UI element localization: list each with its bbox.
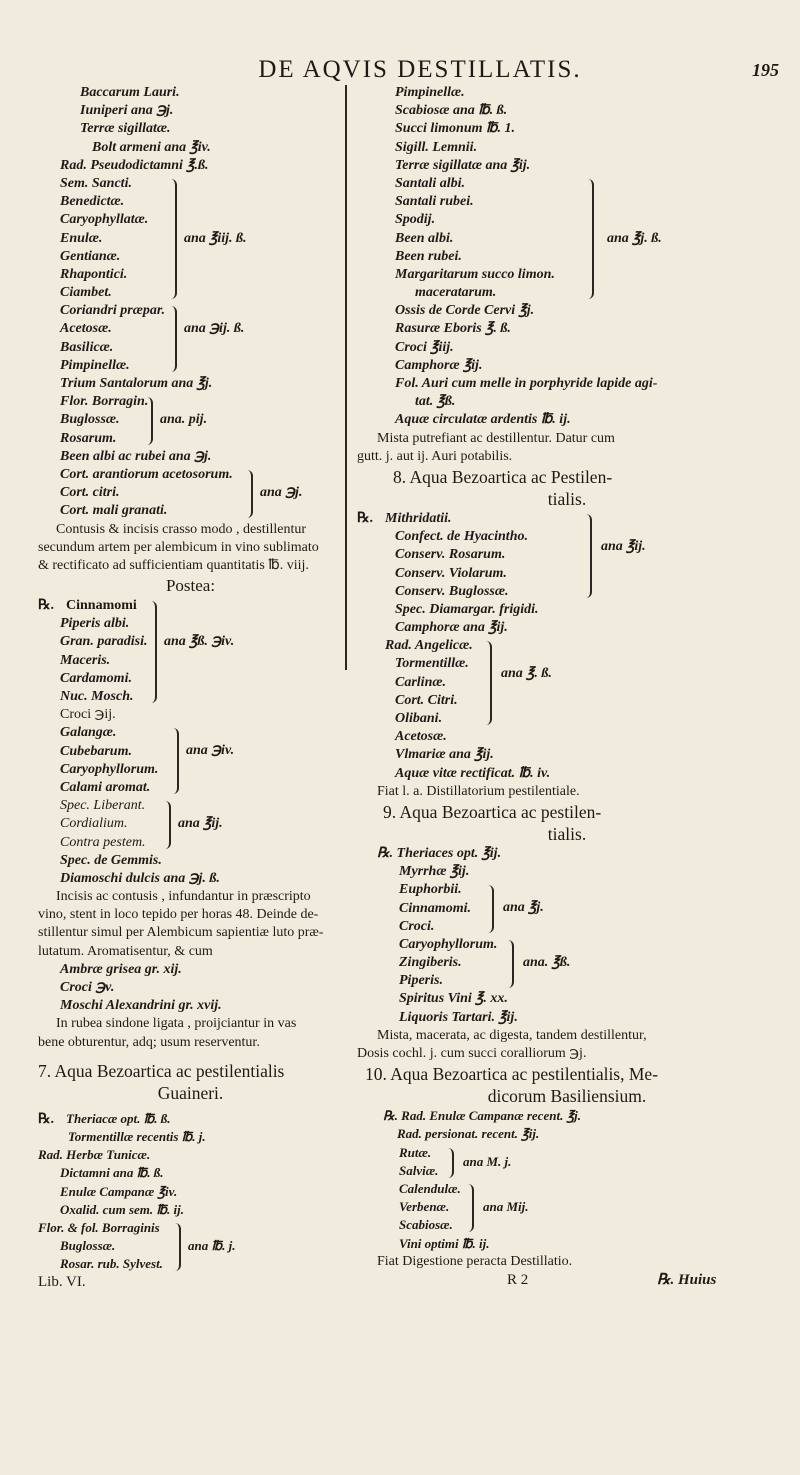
list-item: Bolt armeni ana ℥iv. xyxy=(92,139,211,155)
list-left-block1 xyxy=(38,84,343,157)
list-item: Rad. persionat. recent. ℥ij. xyxy=(397,1126,540,1142)
list-item: Benedictæ. xyxy=(60,194,125,210)
catchword: Lib. VI. xyxy=(38,1274,86,1291)
text-line: secundum artem per alembicum in vino sublimato xyxy=(38,539,319,555)
list-item: Caryophyllorum. xyxy=(399,936,498,952)
list-item: maceratarum. xyxy=(415,285,497,301)
prose-paragraph xyxy=(357,783,777,801)
list-item: Conserv. Buglossæ. xyxy=(395,583,509,599)
text-line: gutt. j. aut ij. Auri potabilis. xyxy=(357,448,513,464)
catchword: ℞. Huius xyxy=(657,1271,717,1288)
brace-group xyxy=(38,302,343,375)
list-item: Flor. Borragin. xyxy=(60,394,149,410)
list-item: Zingiberis. xyxy=(399,955,462,971)
brace xyxy=(487,885,494,933)
list-item: Trium Santalorum ana ℥j. xyxy=(60,376,213,391)
signature-mark: R 2 xyxy=(507,1271,529,1288)
dose-label: ana M. j. xyxy=(463,1153,512,1169)
list-item: Camphoræ ℥ij. xyxy=(395,357,483,373)
list-item: ℞. Theriaces opt. ℥ij. xyxy=(377,845,502,861)
text-line: Mista putrefiant ac destillentur. Datur cum xyxy=(377,430,615,446)
list-item: Oxalid. cum sem. ℔. ij. xyxy=(60,1201,185,1217)
text-line: bene obturentur, adq; usum reserventur. xyxy=(38,1034,260,1050)
text-line: & rectificato ad sufficientiam quantitatis ℔. viij. xyxy=(38,557,309,573)
text-line: In rubea sindone ligata , proijciantur in vas xyxy=(56,1016,297,1032)
brace xyxy=(585,514,592,598)
list-item: Enulæ Campanæ ℥iv. xyxy=(60,1183,178,1199)
brace xyxy=(587,179,594,299)
list-item: Cinnamomi xyxy=(66,598,137,614)
list-item: Ambræ grisea gr. xij. xyxy=(60,961,182,977)
list-item: Cubebarum. xyxy=(60,743,132,759)
list-item: Nuc. Mosch. xyxy=(60,689,134,704)
dose-label: ana ℥iij. ß. xyxy=(184,230,247,246)
list-item: Sigill. Lemnii. xyxy=(395,139,478,155)
brace xyxy=(172,728,179,794)
brace-group xyxy=(357,637,777,728)
dose-label: ana ℈ij. ß. xyxy=(184,321,245,337)
list-item: Rosar. rub. Sylvest. xyxy=(60,1256,163,1272)
section-heading: Guaineri. xyxy=(157,1082,224,1103)
right-column xyxy=(357,84,777,1291)
list-item: Croci ℈ij. xyxy=(60,707,116,723)
list-item: Conserv. Rosarum. xyxy=(395,547,506,563)
text-line: stillentur simul per Alembicum sapientiæ luto præ- xyxy=(38,925,324,941)
list-item: Rad. Angelicæ. xyxy=(385,638,473,654)
list-item: Margaritarum succo limon. xyxy=(395,266,555,282)
list-item: Mithridatii. xyxy=(385,510,452,526)
list-item: tat. ℥ß. xyxy=(415,394,456,410)
list-item: Confect. de Hyacintho. xyxy=(395,529,528,545)
list-item: Euphorbii. xyxy=(399,882,462,898)
section-heading: tialis. xyxy=(547,823,587,844)
brace-group xyxy=(357,936,777,991)
list-item: Pimpinellæ. xyxy=(395,85,465,100)
text-line: Contusis & incisis crasso modo , destillentur xyxy=(56,521,307,537)
list-item: Buglossæ. xyxy=(60,1238,116,1254)
list-item: Rutæ. xyxy=(399,1144,432,1160)
dose-label: ana. pij. xyxy=(160,412,208,428)
list-item: Pimpinellæ. xyxy=(60,357,130,373)
brace-group xyxy=(38,597,343,706)
text-line: vino, stent in loco tepido per horas 48. Deinde de- xyxy=(38,907,319,923)
list-item: Croci. xyxy=(399,918,435,934)
brace xyxy=(174,1223,181,1271)
list-item: Maceris. xyxy=(60,652,111,668)
section-heading: dicorum Basiliensium. xyxy=(487,1086,647,1107)
brace-group xyxy=(357,881,777,936)
brace xyxy=(467,1184,474,1232)
list-item: Gentianæ. xyxy=(60,248,121,264)
brace xyxy=(246,470,253,518)
list-item: Rad. Herbæ Tunicæ. xyxy=(38,1147,151,1163)
list-item: Buglossæ. xyxy=(60,412,120,428)
list-item: Cordialium. xyxy=(60,816,128,832)
list-item: Terræ sigillatæ. xyxy=(80,121,171,137)
prose-paragraph xyxy=(357,1253,777,1271)
dose-label: ana ℥j. ß. xyxy=(607,230,662,246)
list-item: Camphoræ ana ℥ij. xyxy=(395,620,508,636)
brace xyxy=(146,397,153,445)
brace xyxy=(150,601,157,703)
running-head: DE AQVIS DESTILLATIS. xyxy=(258,56,582,83)
list-item: Cort. mali granati. xyxy=(60,503,168,519)
prose-paragraph xyxy=(38,888,343,961)
list-item: Myrrhæ ℥ij. xyxy=(399,864,470,880)
brace-group xyxy=(38,466,343,521)
list-item: ℞. Rad. Enulæ Campanæ recent. ℥j. xyxy=(383,1108,581,1124)
section-heading: 9. Aqua Bezoartica ac pestilen- xyxy=(383,801,602,822)
list-item: Aquæ vitæ rectificat. ℔. iv. xyxy=(395,765,551,781)
list-item: Tormentillæ recentis ℔. j. xyxy=(68,1128,206,1144)
list-item: Cort. arantiorum acetosorum. xyxy=(60,466,233,482)
list-item: Calendulæ. xyxy=(399,1180,461,1196)
dose-label: ana ℈j. xyxy=(260,484,303,500)
list-item: Acetosæ. xyxy=(395,729,447,745)
list-item: Tormentillæ. xyxy=(395,656,469,672)
list-item: Sem. Sancti. xyxy=(60,175,132,191)
list-item: Piperis. xyxy=(399,973,443,989)
prose-paragraph xyxy=(357,1027,777,1063)
list-item: Carlinæ. xyxy=(395,674,446,690)
text-line: Mista, macerata, ac digesta, tandem destillentur, xyxy=(377,1027,647,1043)
prose-paragraph xyxy=(38,521,343,576)
page-number: 195 xyxy=(752,60,779,80)
brace-group xyxy=(38,393,343,448)
list-item: Been albi. xyxy=(395,230,454,246)
left-column: Baccarum Lauri. Iuniperi ana ℈j. Terræ sigillatæ. Bolt armeni ana ℥iv. Rad. Pseudodictamni ℥.ß. Sem. Sancti. Benedictæ. Caryophyllatæ. Enulæ. Gentianæ. Rhapontici. Ciambet. ana ℥iij. ß. Coriandri præpar. Acetosæ. Basilicæ. Pimpinellæ. ana ℈ij. ß. Trium Santalorum ana ℥j. Flor. Borragin. Buglossæ. Rosarum. ana. pij. Been albi ac rubei ana ℈j. Cort. arantiorum acetosorum. Cort. citri. Cort. mali granati. ana ℈j. Contusis & incisis crasso modo , destillentur secundum artem per alembicum in vino sublimato & rectificato ad sufficientiam quantitatis ℔. viij. Postea: ℞. Cinnamomi Piperis albi. Gran. paradisi. Maceris. Cardamomi. Nuc. Mosch. ana ℥ß. ℈iv. Croci ℈ij. Galangæ. Cubebarum. Caryophyllorum. Calami aromat. ana ℈iv. Spec. Liberant. Cordialium. Contra pestem. ana ℥ij. Spec. de Gemmis. Diamoschi dulcis ana ℈j. ß. Incisis ac contusis , infundantur in præscripto vino, stent in loco tepido per horas 48. Deinde de- stillentur simul per Alembicum sapientiæ luto præ- lutatum. Aromatisentur, & cum Ambræ grisea gr. xij. Croci ℈v. Moschi Alexandrini gr. xvij. In rubea sindone ligata , proijciantur in vas bene obturentur, adq; usum reserventur. 7. Aqua Bezoartica ac pestilentialis Guaineri. ℞. Theriacæ opt. ℔. ß. Tormentillæ recentis ℔. j. Rad. Herbæ Tunicæ. Dictamni ana ℔. ß. Enulæ Campanæ ℥iv. Oxalid. cum sem. ℔. ij. Flor. & fol. Borraginis Buglossæ. Rosar. rub. Sylvest. ana ℔. j. Lib. VI. xyxy=(38,84,343,1293)
list-item: Enulæ. xyxy=(60,230,103,246)
list-item: Galangæ. xyxy=(60,725,117,741)
brace xyxy=(447,1148,454,1178)
list-item: Vini optimi ℔. ij. xyxy=(399,1235,490,1251)
list-item: Cardamomi. xyxy=(60,670,132,686)
list-item: Cinnamomi. xyxy=(399,900,471,916)
list-item: Conserv. Violarum. xyxy=(395,565,507,581)
list-item: Spec. Diamargar. frigidi. xyxy=(395,601,539,617)
list-item: Verbenæ. xyxy=(399,1199,450,1215)
list-item: Been albi ac rubei ana ℈j. xyxy=(60,448,212,464)
brace-group xyxy=(357,175,777,302)
brace-group xyxy=(38,175,343,302)
brace-group xyxy=(38,797,343,852)
brace-group xyxy=(357,1144,777,1180)
brace-group xyxy=(38,724,343,797)
list-item: Aquæ circulatæ ardentis ℔. ij. xyxy=(395,412,571,428)
dose-label: ana ℥ij. xyxy=(601,538,646,554)
list-item: Dictamni ana ℔. ß. xyxy=(60,1165,164,1181)
recipe-symbol: ℞. xyxy=(38,598,55,614)
list-item: Acetosæ. xyxy=(60,321,112,337)
prose-paragraph xyxy=(38,1015,343,1051)
dose-label: ana Mij. xyxy=(483,1198,529,1214)
list-item: Salviæ. xyxy=(399,1162,439,1178)
dose-label: ana ℥ij. xyxy=(178,816,223,832)
list-item: Diamoschi dulcis ana ℈j. ß. xyxy=(60,870,220,886)
list-item: Calami aromat. xyxy=(60,779,151,795)
list-item: Been rubei. xyxy=(395,248,462,264)
list-item: Croci ℥iij. xyxy=(395,339,454,355)
prose-paragraph xyxy=(357,430,777,466)
section-heading: tialis. xyxy=(547,488,587,509)
list-item: Terræ sigillatæ ana ℥ij. xyxy=(395,157,531,173)
dose-label: ana. ℥ß. xyxy=(523,954,571,970)
list-item: Baccarum Lauri. xyxy=(80,85,180,100)
text-line: Fiat l. a. Distillatorium pestilentiale. xyxy=(377,783,580,799)
section-heading: 8. Aqua Bezoartica ac Pestilen- xyxy=(393,466,613,487)
list-item: Contra pestem. xyxy=(60,834,146,850)
brace-group xyxy=(357,1180,777,1235)
section-heading: 7. Aqua Bezoartica ac pestilentialis xyxy=(38,1060,285,1081)
text-line: Dosis cochl. j. cum succi coralliorum ℈j. xyxy=(357,1046,587,1061)
list-item: Olibani. xyxy=(395,711,443,726)
dose-label: ana ℔. j. xyxy=(188,1237,236,1253)
list-item: Basilicæ. xyxy=(60,339,114,355)
list-item: Succi limonum ℔. 1. xyxy=(395,121,515,137)
list-item: Fol. Auri cum melle in porphyride lapide agi- xyxy=(395,376,658,391)
list-item: Spec. de Gemmis. xyxy=(60,852,162,868)
list-item: Theriacæ opt. ℔. ß. xyxy=(66,1110,171,1126)
section-heading: 10. Aqua Bezoartica ac pestilentialis, Me- xyxy=(365,1064,659,1085)
list-item: Santali rubei. xyxy=(395,194,474,210)
list-item: Moschi Alexandrini gr. xvij. xyxy=(60,998,222,1014)
list-item: Spodij. xyxy=(395,212,436,228)
list-item: Piperis albi. xyxy=(60,616,130,632)
list-item: Croci ℈v. xyxy=(60,980,115,995)
column-rule xyxy=(345,85,347,670)
list-item: Vlmariæ ana ℥ij. xyxy=(395,747,494,763)
brace xyxy=(507,940,514,988)
dose-label: ana ℈iv. xyxy=(186,743,235,759)
list-item: Ciambet. xyxy=(60,285,112,301)
list-item: Caryophyllorum. xyxy=(60,761,159,777)
list-item: Scabiosæ ana ℔. ß. xyxy=(395,103,508,119)
dose-label: ana ℥ß. ℈iv. xyxy=(164,634,235,650)
text-line: lutatum. Aromatisentur, & cum xyxy=(38,943,213,959)
section-label: Postea: xyxy=(165,576,216,596)
list-item: Iuniperi ana ℈j. xyxy=(80,103,174,119)
list-item: Cort. Citri. xyxy=(395,692,458,708)
dose-label: ana ℥. ß. xyxy=(501,666,552,682)
text-line: Incisis ac contusis , infundantur in præscripto xyxy=(56,889,311,905)
text-line: Fiat Digestione peracta Destillatio. xyxy=(377,1253,573,1269)
list-item: Liquoris Tartari. ℥ij. xyxy=(399,1009,518,1025)
list-item: Scabiosæ. xyxy=(399,1217,453,1233)
list-item: Cort. citri. xyxy=(60,485,120,501)
list-item: Rosarum. xyxy=(60,430,117,446)
dose-label: ana ℥j. xyxy=(503,900,544,916)
list-item: Spiritus Vini ℥. xx. xyxy=(399,991,508,1007)
brace xyxy=(164,801,171,849)
list-item: Rasuræ Eboris ℥. ß. xyxy=(395,321,511,337)
brace xyxy=(170,306,177,372)
list-item: Rad. Pseudodictamni ℥.ß. xyxy=(60,157,209,173)
list-item: Spec. Liberant. xyxy=(60,798,146,814)
brace-group xyxy=(38,1219,343,1274)
list-item: Caryophyllatæ. xyxy=(60,212,149,228)
brace-group: ℞. Mithridatii. Confect. de Hyacintho. Conserv. Rosarum. Conserv. Violarum. Conserv. Buglossæ. ana ℥ij. xyxy=(357,510,777,601)
list-item: Santali albi. xyxy=(395,175,466,191)
brace xyxy=(485,641,492,725)
list-item: Gran. paradisi. xyxy=(60,634,148,650)
list-item: Ossis de Corde Cervi ℥j. xyxy=(395,303,535,319)
list-item: Coriandri præpar. xyxy=(60,303,166,319)
brace xyxy=(170,179,177,299)
list-item: Rhapontici. xyxy=(60,266,128,282)
list-item: Flor. & fol. Borraginis xyxy=(38,1219,160,1235)
